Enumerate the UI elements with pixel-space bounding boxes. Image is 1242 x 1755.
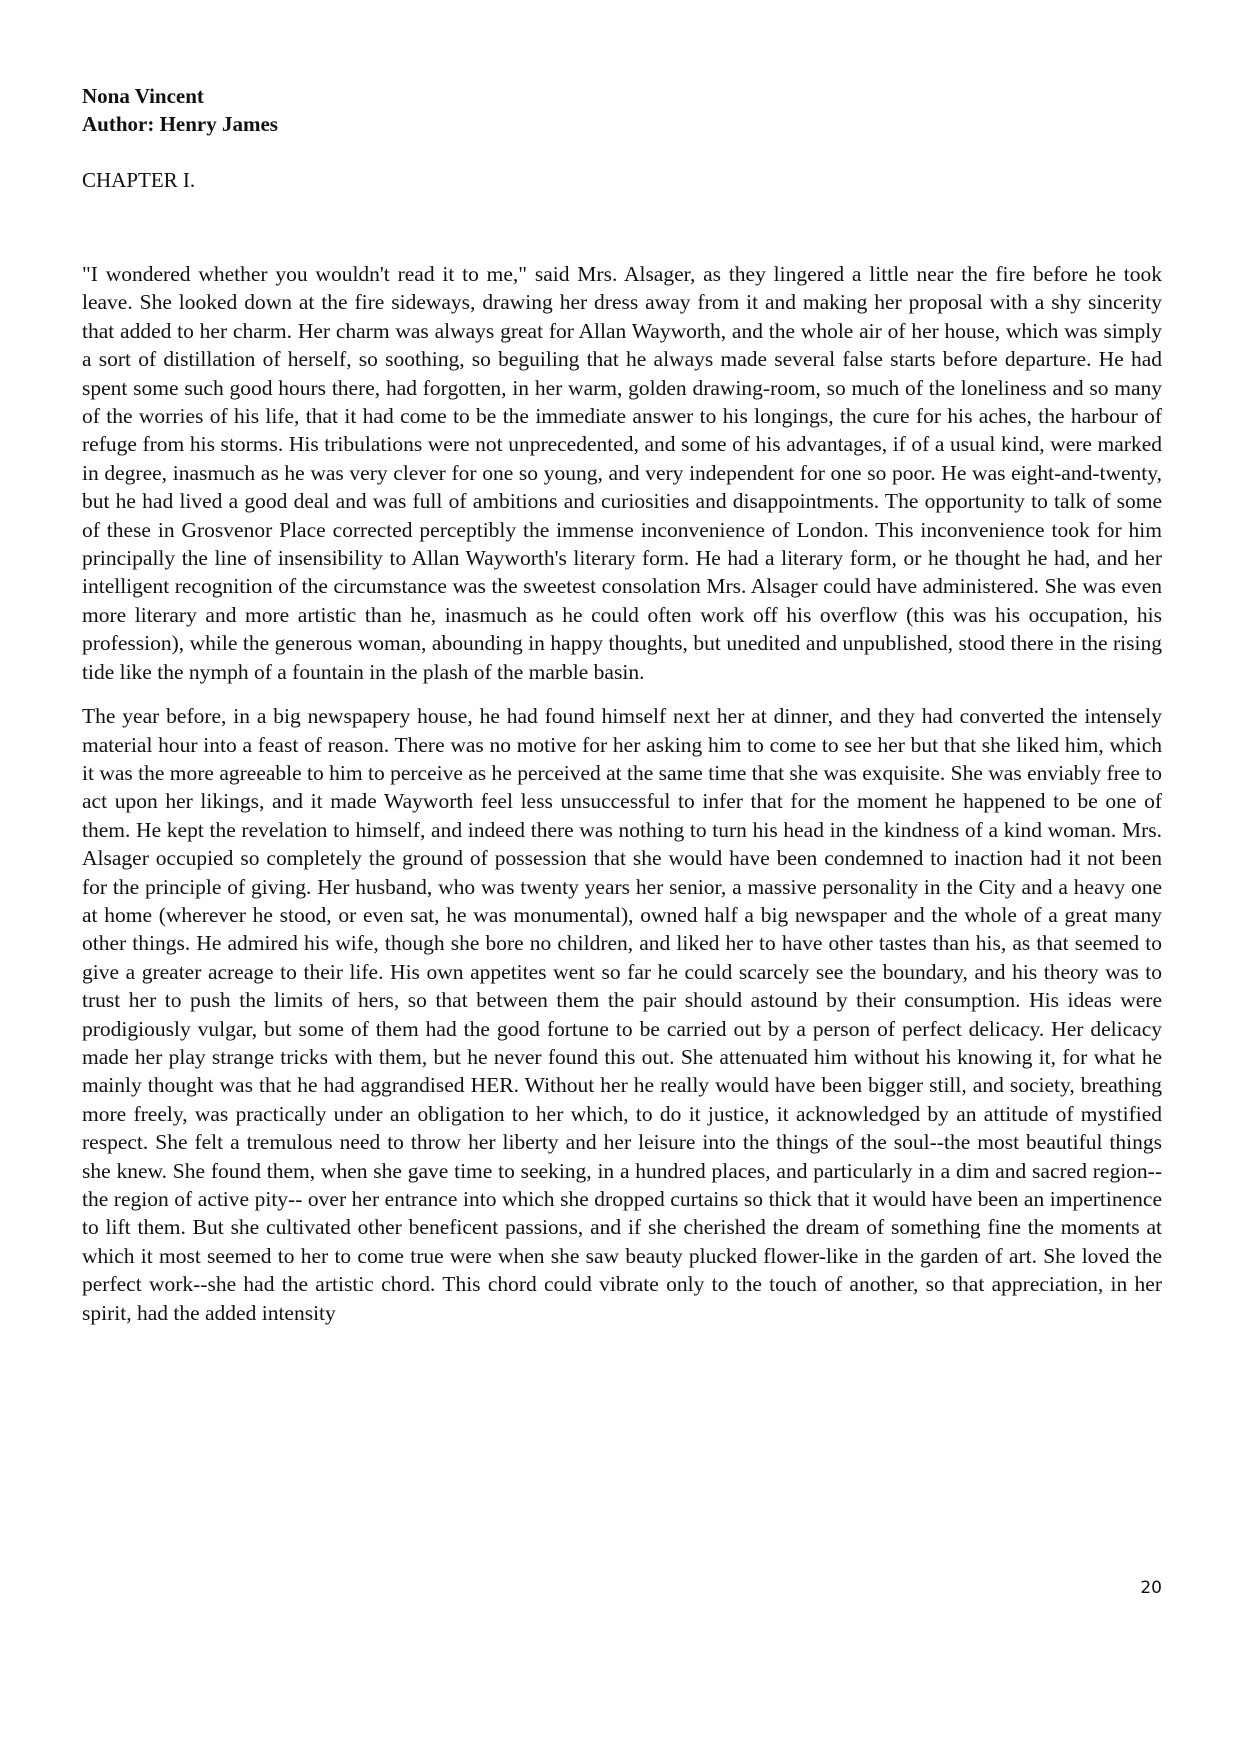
page-number: 20 xyxy=(1140,1578,1162,1598)
body-text xyxy=(82,260,1162,1327)
book-title: Nona Vincent xyxy=(82,84,204,108)
paragraph-1: "I wondered whether you wouldn't read it to me," said Mrs. Alsager, as they lingered a little near the fire before he took leave. She looked down at the fire sideways, drawing her dress away from it and making her proposal with a shy sincerity that added to her charm. Her charm was always great for Allan Wayworth, and the whole air of her house, which was simply a sort of distillation of herself, so soothing, so beguiling that he always made several false starts before departure. He had spent some such good hours there, had forgotten, in her warm, golden drawing-room, so much of the loneliness and so many of the worries of his life, that it had come to be the immediate answer to his longings, the cure for his aches, the harbour of refuge from his storms. His tribulations were not unprecedented, and some of his advantages, if of a usual kind, were marked in degree, inasmuch as he was very clever for one so young, and very independent for one so poor. He was eight-and-twenty, but he had lived a good deal and was full of ambitions and curiosities and disappointments. The opportunity to talk of some of these in Grosvenor Place corrected perceptibly the immense inconvenience of London. This inconvenience took for him principally the line of insensibility to Allan Wayworth's literary form. He had a literary form, or he thought he had, and her intelligent recognition of the circumstance was the sweetest consolation Mrs. Alsager could have administered. She was even more literary and more artistic than he, inasmuch as he could often work off his overflow (this was his occupation, his profession), while the generous woman, abounding in happy thoughts, but unedited and unpublished, stood there in the rising tide like the nymph of a fountain in the plash of the marble basin. xyxy=(82,262,1162,684)
title-block xyxy=(82,82,1162,138)
author-line: Author: Henry James xyxy=(82,112,278,136)
paragraph-2: The year before, in a big newspapery house, he had found himself next her at dinner, and they had converted the intensely material hour into a feast of reason. There was no motive for her asking him to come to see her but that she liked him, which it was the more agreeable to him to perceive as he perceived at the same time that she was exquisite. She was enviably free to act upon her likings, and it made Wayworth feel less unsuccessful to infer that for the moment he happened to be one of them. He kept the revelation to himself, and indeed there was nothing to turn his head in the kindness of a kind woman. Mrs. Alsager occupied so completely the ground of possession that she would have been condemned to inaction had it not been for the principle of giving. Her husband, who was twenty years her senior, a massive personality in the City and a heavy one at home (wherever he stood, or even sat, he was monumental), owned half a big newspaper and the whole of a great many other things. He admired his wife, though she bore no children, and liked her to have other tastes than his, as that seemed to give a greater acreage to their life. His own appetites went so far he could scarcely see the boundary, and his theory was to trust her to push the limits of hers, so that between them the pair should astound by their consumption. His ideas were prodigiously vulgar, but some of them had the good fortune to be carried out by a person of perfect delicacy. Her delicacy made her play strange tricks with them, but he never found this out. She attenuated him without his knowing it, for what he mainly thought was that he had aggrandised HER. Without her he really would have been bigger still, and society, breathing more freely, was practically under an obligation to her which, to do it justice, it acknowledged by an attitude of mystified respect. She felt a tremulous need to throw her liberty and her leisure into the things of the soul--the most beautiful things she knew. She found them, when she gave time to seeking, in a hundred places, and particularly in a dim and sacred region--the region of active pity-- over her entrance into which she dropped curtains so thick that it would have been an impertinence to lift them. But she cultivated other beneficent passions, and if she cherished the dream of something fine the moments at which it most seemed to her to come true were when she saw beauty plucked flower-like in the garden of art. She loved the perfect work--she had the artistic chord. This chord could vibrate only to the touch of another, so that appreciation, in her spirit, had the added intensity xyxy=(82,704,1162,1325)
document-page xyxy=(82,82,1162,1343)
chapter-heading: CHAPTER I. xyxy=(82,168,196,192)
